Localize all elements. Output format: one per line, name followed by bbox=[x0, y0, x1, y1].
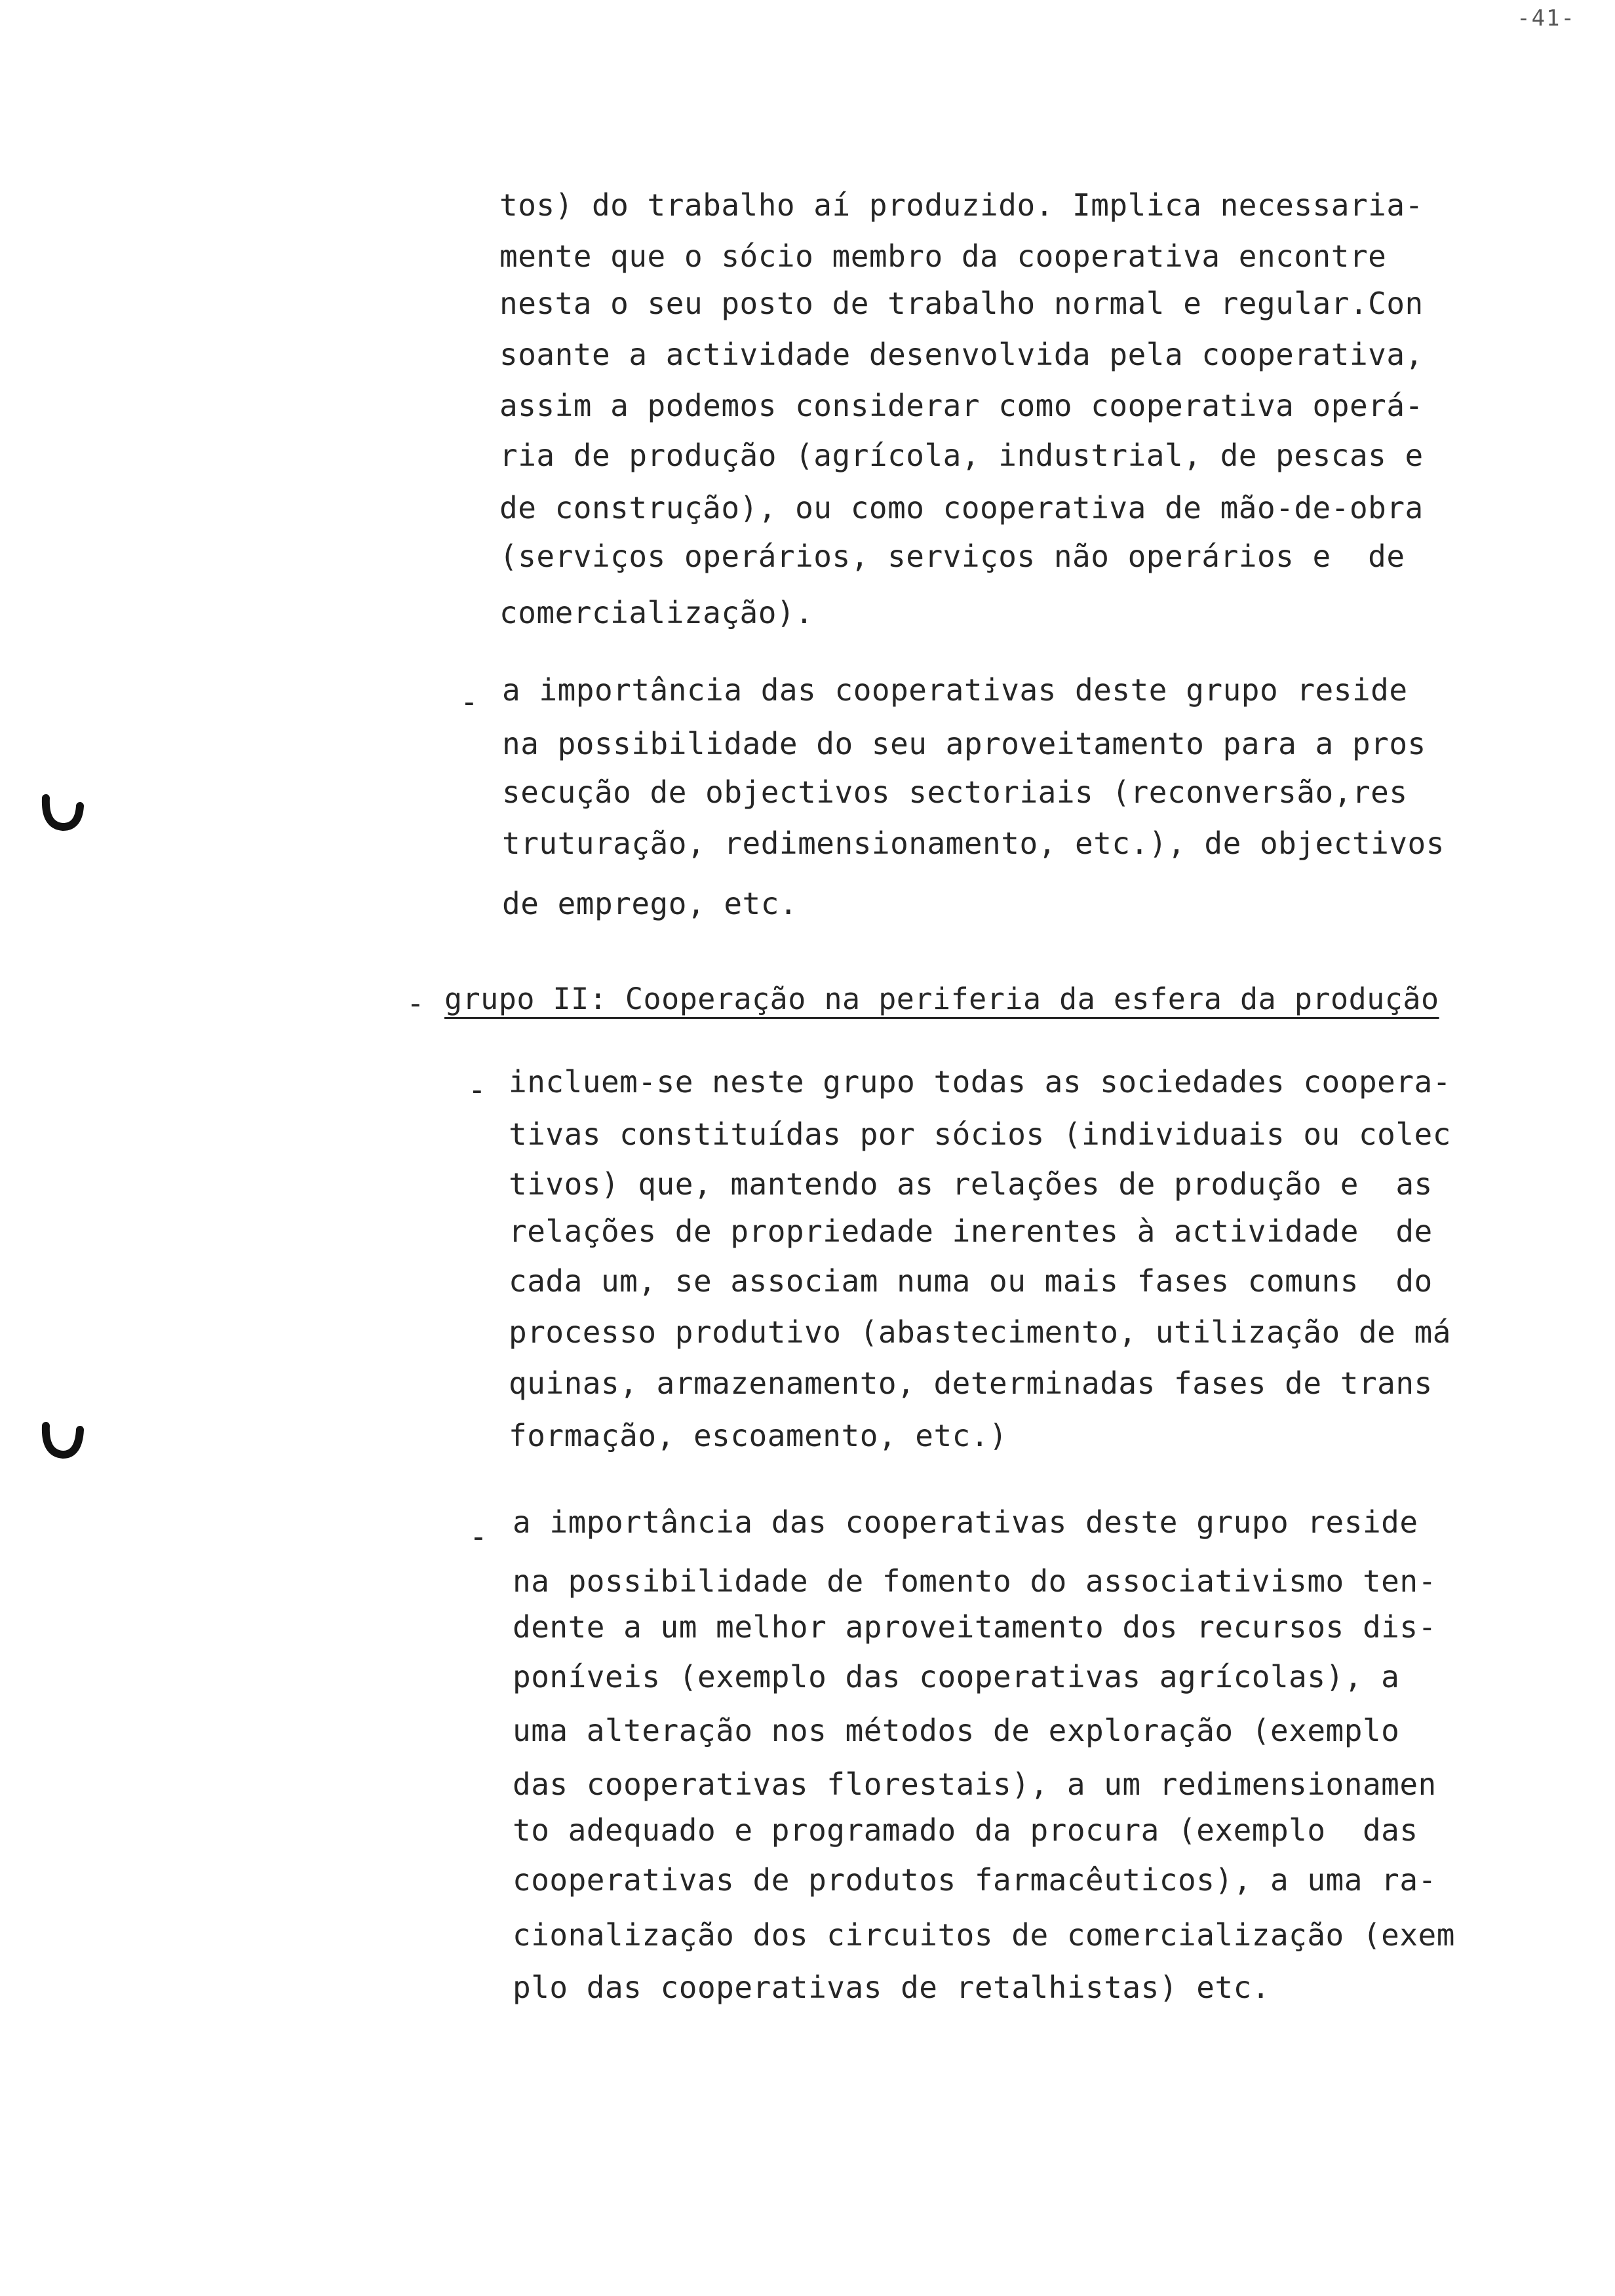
text-line: incluem-se neste grupo todas as sociedades coopera- bbox=[509, 1064, 1451, 1100]
text-line: cionalização dos circuitos de comercialização (exem bbox=[513, 1917, 1455, 1953]
text-line: assim a podemos considerar como cooperativa operá- bbox=[499, 388, 1424, 423]
dash-bullet: - bbox=[460, 684, 478, 719]
punch-hole-bottom bbox=[41, 1421, 84, 1461]
punch-hole-top bbox=[41, 793, 84, 833]
text-line: cada um, se associam numa ou mais fases comuns do bbox=[509, 1263, 1433, 1299]
text-line: de emprego, etc. bbox=[502, 886, 798, 921]
text-line: cooperativas de produtos farmacêuticos), a uma ra- bbox=[513, 1862, 1437, 1898]
text-line: formação, escoamento, etc.) bbox=[509, 1418, 1008, 1453]
text-line: quinas, armazenamento, determinadas fases de trans bbox=[509, 1366, 1433, 1401]
text-line: de construção), ou como cooperativa de mão-de-obra bbox=[499, 490, 1424, 526]
text-line: plo das cooperativas de retalhistas) etc. bbox=[513, 1970, 1270, 2005]
dash-bullet: - bbox=[468, 1072, 486, 1107]
text-line: truturação, redimensionamento, etc.), de objectivos bbox=[502, 826, 1445, 861]
text-line: mente que o sócio membro da cooperativa encontre bbox=[499, 239, 1387, 274]
text-line: comercialização). bbox=[499, 595, 814, 630]
dash-bullet: - bbox=[469, 1519, 488, 1554]
text-line: soante a actividade desenvolvida pela cooperativa, bbox=[499, 337, 1424, 372]
text-line: dente a um melhor aproveitamento dos recursos dis- bbox=[513, 1609, 1437, 1645]
text-line: tos) do trabalho aí produzido. Implica necessaria- bbox=[499, 187, 1424, 223]
text-line: relações de propriedade inerentes à actividade de bbox=[509, 1214, 1433, 1249]
text-line: das cooperativas florestais), a um redimensionamen bbox=[513, 1767, 1437, 1802]
text-line: a importância das cooperativas deste grupo reside bbox=[513, 1504, 1418, 1540]
page-number: -41- bbox=[1517, 5, 1576, 31]
dash-bullet: - bbox=[406, 985, 425, 1021]
text-line: processo produtivo (abastecimento, utilização de má bbox=[509, 1314, 1451, 1350]
text-line: nesta o seu posto de trabalho normal e regular.Con bbox=[499, 286, 1424, 321]
text-line: tivos) que, mantendo as relações de produção e as bbox=[509, 1166, 1433, 1202]
text-line: tivas constituídas por sócios (individuais ou colec bbox=[509, 1117, 1451, 1152]
text-line: a importância das cooperativas deste grupo reside bbox=[502, 672, 1408, 708]
text-line: secução de objectivos sectoriais (reconversão,res bbox=[502, 775, 1408, 810]
text-line: to adequado e programado da procura (exemplo das bbox=[513, 1812, 1418, 1848]
text-line: (serviços operários, serviços não operários e de bbox=[499, 539, 1405, 574]
text-line: ria de produção (agrícola, industrial, de pescas e bbox=[499, 438, 1424, 473]
text-line: poníveis (exemplo das cooperativas agrícolas), a bbox=[513, 1659, 1400, 1694]
text-line: na possibilidade do seu aproveitamento para a pros bbox=[502, 726, 1426, 761]
text-line: uma alteração nos métodos de exploração (exemplo bbox=[513, 1713, 1400, 1748]
section-heading: grupo II: Cooperação na periferia da esfera da produção bbox=[444, 982, 1439, 1016]
text-line: na possibilidade de fomento do associativismo ten- bbox=[513, 1563, 1437, 1599]
